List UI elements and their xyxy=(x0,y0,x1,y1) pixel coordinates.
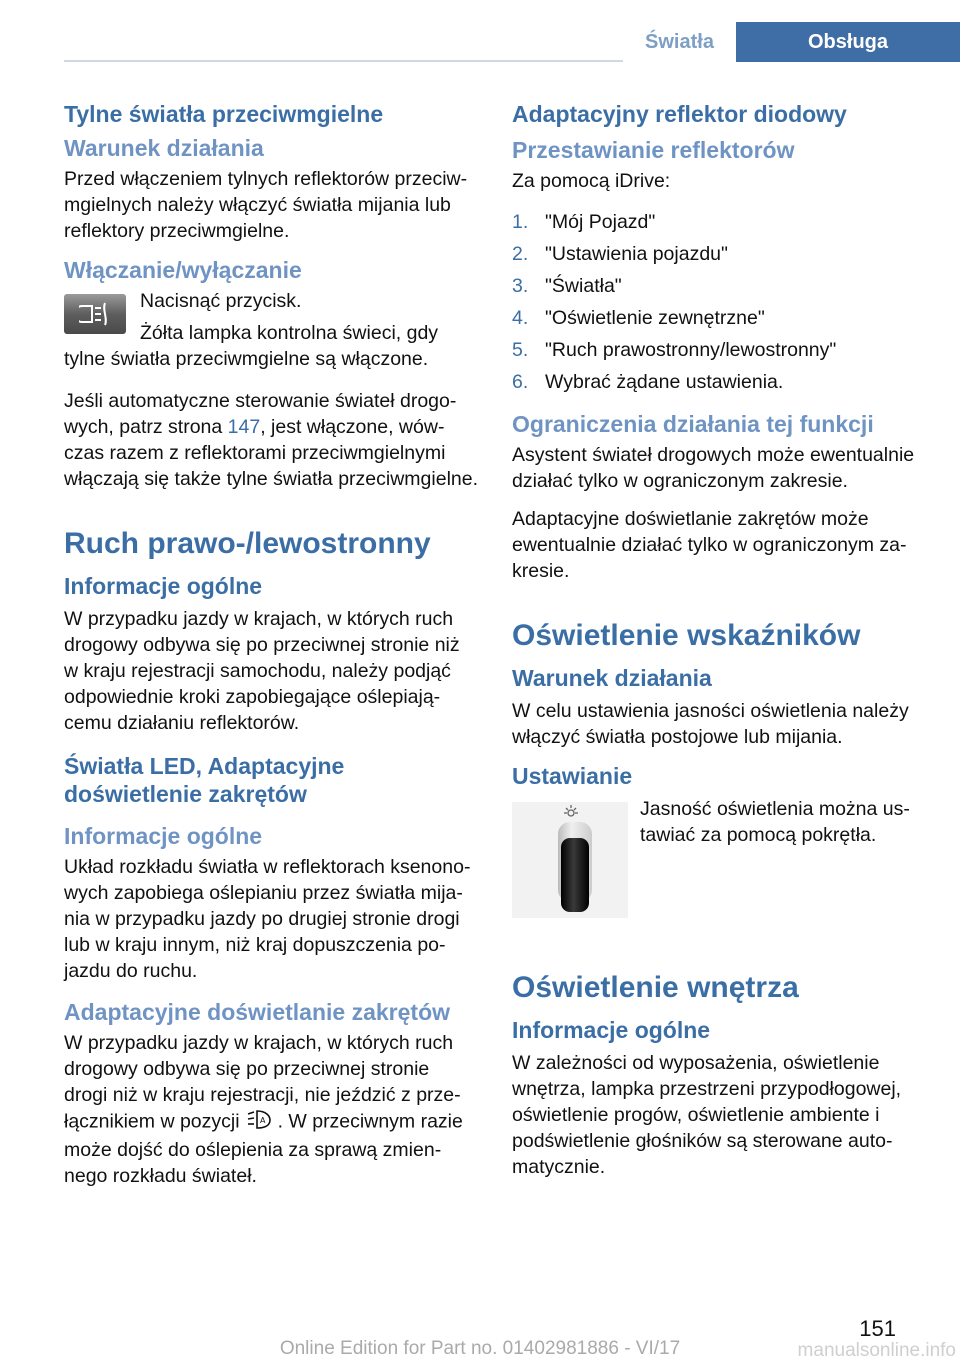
chapter-tab: Obsługa xyxy=(736,22,960,62)
paragraph-setting: Jasność oświetlenia można ustawiać za pomocą pokrętła. xyxy=(640,798,910,846)
heading-rear-fog-lights: Tylne światła przeciwmgielne xyxy=(64,101,384,127)
heading-traffic-side: Ruch prawo-/lewostronny xyxy=(64,527,431,560)
heading-interior-general: Informacje ogólne xyxy=(512,1017,711,1043)
auto-text-b: , jest włączone, wówczas razem z reflektorami przeciwmgielnymi włączają się także tylne światła przeciwmgielne. xyxy=(64,416,479,490)
heading-instr-condition: Warunek działania xyxy=(512,665,712,691)
brightness-wheel-image xyxy=(512,802,628,918)
paragraph-limitations-2: Adaptacyjne doświetlanie zakrętów może ewentualnie działać tylko w ograniczonym zakresie. xyxy=(512,508,907,582)
heading-switch-on-off: Włączanie/wyłączanie xyxy=(64,257,302,283)
list-item: 4. "Oświetlenie zewnętrzne" xyxy=(512,307,765,329)
section-tab: Światła xyxy=(645,31,714,53)
paragraph-auto-high-beam xyxy=(64,388,478,492)
idrive-steps xyxy=(512,206,932,398)
list-item: 2. "Ustawienia pojazdu" xyxy=(512,243,728,265)
page-header xyxy=(0,0,960,62)
list-item: 6. Wybrać żądane ustawienia. xyxy=(512,371,784,393)
auto-text-a: Jeśli automatyczne sterowanie świateł drogowych, patrz strona xyxy=(64,390,457,438)
brightness-icon xyxy=(562,804,580,820)
left-column xyxy=(64,100,478,1201)
heading-general-info: Informacje ogólne xyxy=(64,573,263,599)
paragraph-press: Nacisnąć przycisk. xyxy=(140,290,302,312)
paragraph-indicator: Żółta lampka kontrolna świeci, gdy tylne światła przeciwmgielne są włączone. xyxy=(64,322,439,370)
heading-adaptive-cornering: Adaptacyjne doświetlanie zakrętów xyxy=(64,999,451,1025)
paragraph-limitations-1: Asystent świateł drogowych może ewentualnie działać tylko w ograniczonym zakresie. xyxy=(512,444,915,492)
heading-limitations: Ograniczenia działania tej funkcji xyxy=(512,411,874,437)
svg-text:A: A xyxy=(259,1116,266,1125)
edition-text: Online Edition for Part no. 01402981886 - VI/17 xyxy=(279,1338,681,1359)
paragraph-interior: W zależności od wyposażenia, oświetlenie wnętrza, lampka przestrzeni przypodłogowej, oświetlenie progów, oświetlenie ambiente i podświetlenie głośników są sterowane automatycznie. xyxy=(512,1052,902,1178)
adaptive-text-b: . W przeciwnym razie może dojść do oślepienia za sprawą zmiennego rozkładu świateł. xyxy=(64,1110,463,1187)
thumbwheel xyxy=(561,838,589,912)
watermark: manualsonline.info xyxy=(797,1340,956,1361)
paragraph-general-info: W przypadku jazdy w krajach, w których ruch drogowy odbywa się po przeciwnej stronie niż w kraju rejestracji samochodu, należy podjąć odpowiednie kroki zapobiegające oślepiającemu działaniu reflektorów. xyxy=(64,608,460,734)
heading-interior-lighting: Oświetlenie wnętrza xyxy=(512,971,799,1004)
heading-led-general: Informacje ogólne xyxy=(64,823,263,849)
adaptive-text-a: W przypadku jazdy w krajach, w których ruch drogowy odbywa się po przeciwnej stronie drogi niż w kraju rejestracji, nie jeździć z przełącznikiem w pozycji xyxy=(64,1032,461,1133)
rear-fog-button-icon xyxy=(64,294,126,334)
paragraph-adaptive-cornering xyxy=(64,1030,478,1189)
page-link-147[interactable]: 147 xyxy=(227,416,261,438)
list-item: 1. "Mój Pojazd" xyxy=(512,211,656,233)
press-button-block xyxy=(64,288,478,372)
header-rule xyxy=(64,60,623,62)
page-footer xyxy=(0,1312,960,1362)
paragraph-instr-condition: W celu ustawienia jasności oświetlenia należy włączyć światła postojowe lub mijania. xyxy=(512,700,909,748)
heading-adjust-headlights: Przestawianie reflektorów xyxy=(512,137,795,163)
list-item: 3. "Światła" xyxy=(512,275,622,297)
auto-headlight-icon xyxy=(246,1108,272,1137)
heading-setting: Ustawianie xyxy=(512,763,633,789)
heading-condition: Warunek działania xyxy=(64,135,264,161)
paragraph-led-general: Układ rozkładu światła w reflektorach ksenonowych zapobiega oślepianiu przez światła mijania w przypadku jazdy po drugiej stronie drogi lub w kraju innym, niż kraj dopuszczenia pojazdu do ruchu. xyxy=(64,856,471,982)
heading-instrument-lighting: Oświetlenie wskaźników xyxy=(512,619,861,652)
right-column xyxy=(512,100,932,1192)
page-number: 151 xyxy=(859,1316,896,1341)
heading-led-lights: Światła LED, Adaptacyjne doświetlenie zakrętów xyxy=(64,753,345,807)
paragraph-idrive: Za pomocą iDrive: xyxy=(512,170,671,192)
setting-block xyxy=(512,796,932,926)
list-item: 5. "Ruch prawostronny/lewostronny" xyxy=(512,339,837,361)
heading-adaptive-led: Adaptacyjny reflektor diodowy xyxy=(512,101,847,127)
paragraph-condition: Przed włączeniem tylnych reflektorów przeciwmgielnych należy włączyć światła mijania lub reflektory przeciwmgielne. xyxy=(64,168,468,242)
